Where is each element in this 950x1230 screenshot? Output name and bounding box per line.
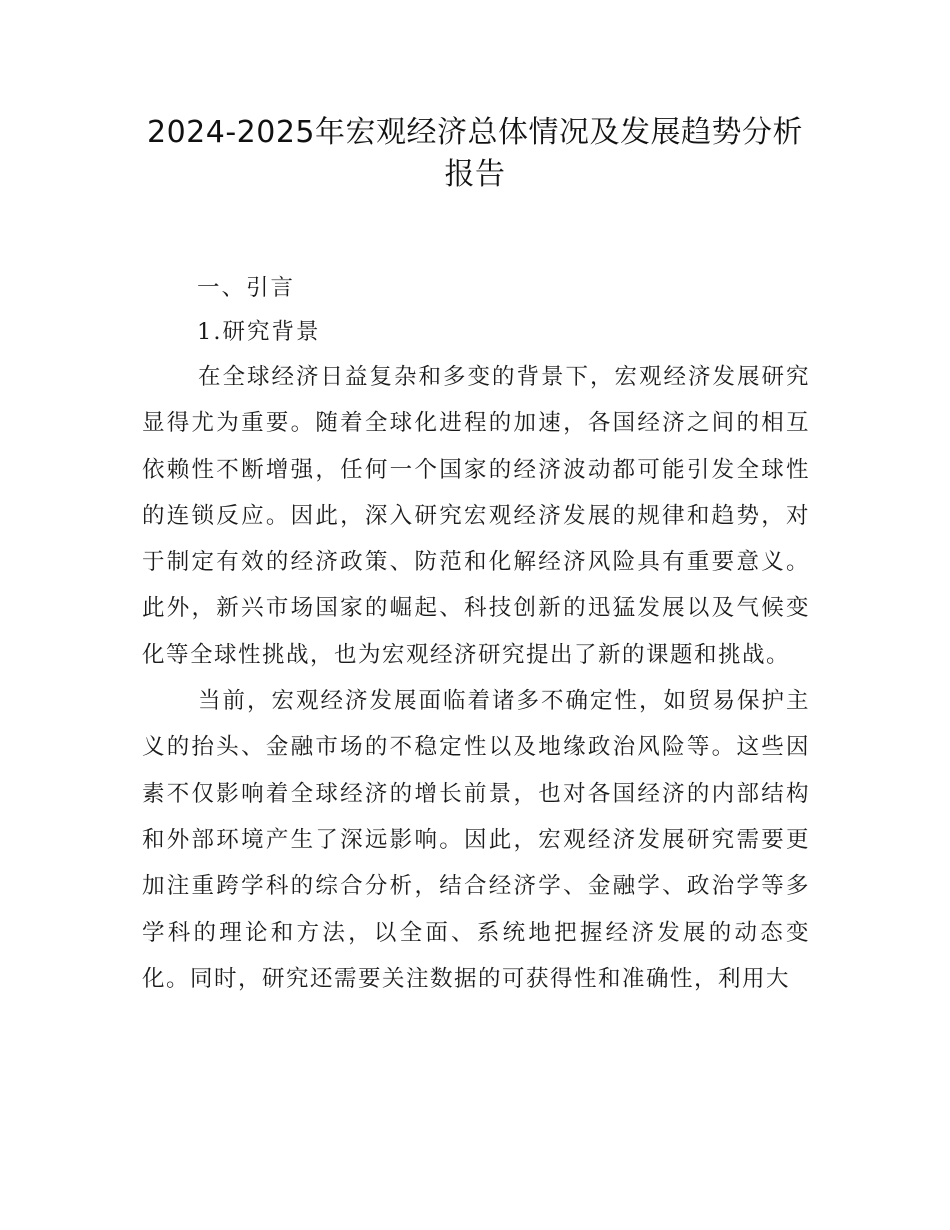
paragraph-2: 当前，宏观经济发展面临着诸多不确定性，如贸易保护主义的抬头、金融市场的不稳定性以及地缘政治风险等。这些因素不仅影响着全球经济的增长前景，也对各国经济的内部结构和外部环境产生了深远影响。因此，宏观经济发展研究需要更加注重跨学科的综合分析，结合经济学、金融学、政治学等多学科的理论和方法，以全面、系统地把握经济发展的动态变化。同时，研究还需要关注数据的可获得性和准确性，利用大 (142, 688, 810, 992)
title-line-2: 报告 (444, 157, 506, 192)
section-heading: 一、引言 (197, 275, 296, 301)
document-body (142, 266, 810, 1002)
paragraph-1: 在全球经济日益复杂和多变的背景下，宏观经济发展研究显得尤为重要。随着全球化进程的加速，各国经济之间的相互依赖性不断增强，任何一个国家的经济波动都可能引发全球性的连锁反应。因此，深入研究宏观经济发展的规律和趋势，对于制定有效的经济政策、防范和化解经济风险具有重要意义。此外，新兴市场国家的崛起、科技创新的迅猛发展以及气候变化等全球性挑战，也为宏观经济研究提出了新的课题和挑战。 (142, 364, 810, 668)
title-line-1: 2024-2025年宏观经济总体情况及发展趋势分析 (146, 115, 804, 150)
subsection-heading: 1.研究背景 (197, 319, 321, 345)
document-title (120, 112, 830, 196)
